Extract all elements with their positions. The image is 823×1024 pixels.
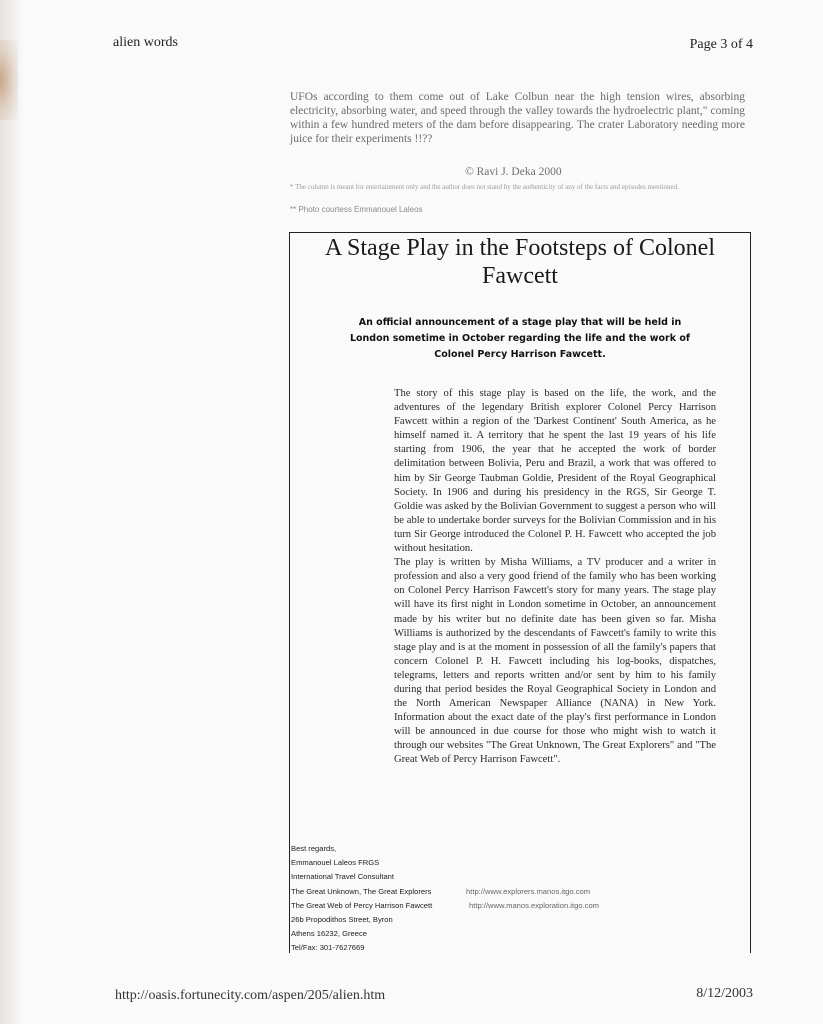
- footer-date: 8/12/2003: [696, 986, 753, 1001]
- page-edge-shadow: [0, 0, 24, 1024]
- signature-city: Athens 16232, Greece: [291, 929, 367, 939]
- article-paragraph: The story of this stage play is based on the life, the work, and the adventures of the legendary British explorer Colonel Percy Harrison Fawcett within a region of the 'Darkest Continent' South America, as he himself named it. A territory that he spent the last 19 years of his life starting from 1906, the year that he accepted the work of border delimitation between Bolivia, Peru and Brazil, a work that was offered to him by Sir George Taubman Goldie, President of the Royal Geographical Society. In 1906 and during his presidency in the RGS, Sir George T. Goldie was asked by the Bolivian Government to suggest a person who will be able to undertake border surveys for the Bolivian Commission and in his turn Sir George introduced the Colonel P. H. Fawcett who accepted the job without hesitation.: [394, 388, 716, 555]
- announcement: An official announcement of a stage play that will be held in London sometime in October regarding the life and the work of Colonel Percy Harrison Fawcett.: [349, 317, 691, 360]
- site-1-link[interactable]: http://www.explorers.manos.itgo.com: [466, 886, 591, 896]
- article-title: A Stage Play in the Footsteps of Colonel Fawcett: [325, 235, 715, 289]
- signature-greeting: Best regards,: [291, 844, 337, 853]
- photo-credit-note: ** Photo courtess Emmanouel Laleos: [290, 205, 423, 214]
- signature-phone: Tel/Fax: 301-7627669: [291, 943, 365, 953]
- footer-url: http://oasis.fortunecity.com/aspen/205/alien.htm: [115, 988, 386, 1003]
- page-number: Page 3 of 4: [689, 37, 753, 52]
- signature-block: [291, 842, 599, 956]
- signature-street: 26b Propodithos Street, Byron: [291, 914, 393, 924]
- signature-name: Emmanouel Laleos FRGS: [291, 858, 380, 868]
- article-paragraph: The play is written by Misha Williams, a TV producer and a writer in profession and also a very good friend of the family who has been working on Colonel Percy Harrison Fawcett's story for many years. The stage play will have its first night in London sometime in October, an announcement made by his writer but no definite date has been given so far. Misha Williams is authorized by the descendants of Fawcett's family to write this stage play and is at the moment in possession of all the family's papers that concern Colonel P. H. Fawcett including his log-books, dispatches, telegrams, letters and reports written and/or sent by him to his family during that period besides the Royal Geographical Society in London and the North American Newspaper Alliance (NANA) in New York. Information about the exact date of the play's first performance in London will be announced in due course for those who might wish to watch it through our websites "The Great Unknown, The Great Explorers" and "The Great Web of Percy Harrison Fawcett".: [394, 557, 716, 766]
- site-2-name: The Great Web of Percy Harrison Fawcett: [291, 900, 433, 910]
- signature-role: International Travel Consultant: [291, 872, 394, 882]
- ufo-paragraph: UFOs according to them come out of Lake Colbun near the high tension wires, absorbing electricity, absorbing water, and speed through the valley towards the hydroelectric plant," coming within a few hundred meters of the dam before disappearing. The crater Laboratory needing more juice for their experiments !!??: [290, 91, 745, 145]
- copyright-line: © Ravi J. Deka 2000: [465, 166, 562, 178]
- scan-artifact: [0, 40, 18, 120]
- disclaimer-note: * The column is meant for entertainment only and the author does not stand by the authenticity of any of the facts and episodes mentioned.: [290, 183, 679, 191]
- header-title: alien words: [113, 35, 178, 50]
- signature-site-2: [291, 899, 599, 913]
- article-body: [394, 387, 716, 768]
- site-1-name: The Great Unknown, The Great Explorers: [291, 886, 432, 896]
- signature-site-1: [291, 885, 591, 899]
- site-2-link[interactable]: http://www.manos.exploration.itgo.com: [469, 900, 599, 910]
